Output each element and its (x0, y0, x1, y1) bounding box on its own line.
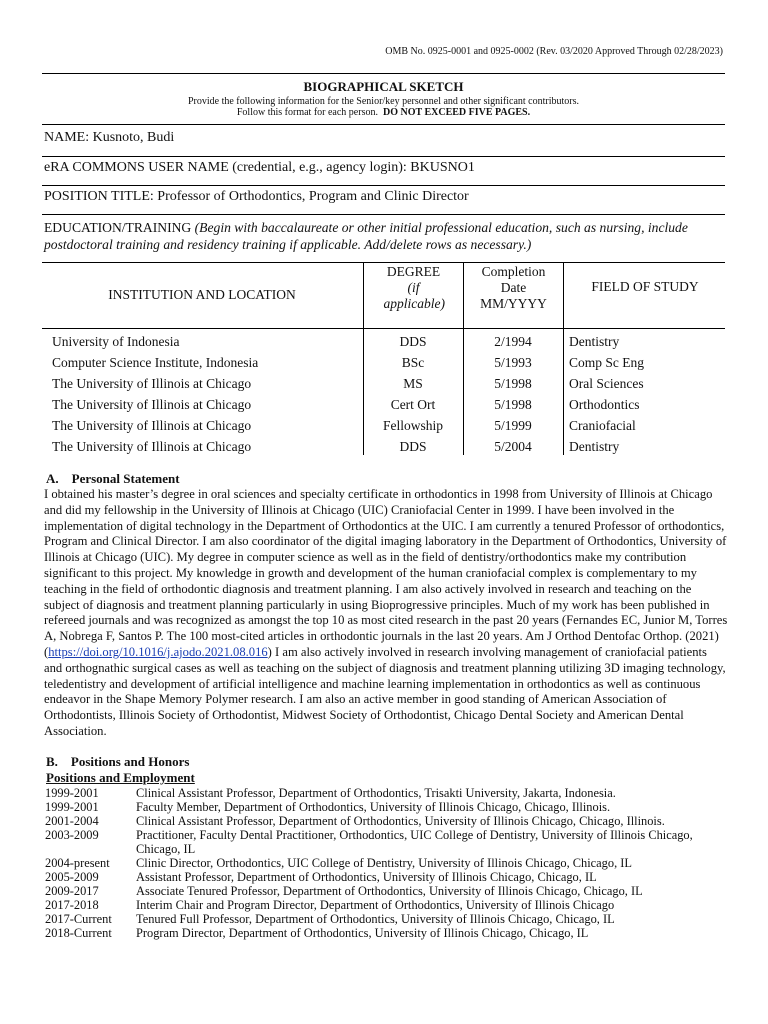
field-cell: Dentistry (569, 439, 620, 454)
position-years: 1999-2001 (45, 786, 99, 800)
divider (42, 214, 725, 215)
document-title: BIOGRAPHICAL SKETCH (303, 79, 464, 94)
positions-subheading: Positions and Employment (46, 770, 195, 785)
institution-cell: Computer Science Institute, Indonesia (52, 355, 259, 370)
position-years: 1999-2001 (45, 800, 99, 814)
institution-cell: The University of Illinois at Chicago (52, 439, 252, 454)
position-years: 2017-Current (45, 912, 112, 926)
degree-cell: Fellowship (382, 418, 443, 433)
position-description: Associate Tenured Professor, Department of Orthodontics, University of Illinois Chicago, Chicago, IL (136, 884, 643, 898)
degree-cell: Cert Ort (390, 397, 436, 412)
divider (42, 156, 725, 157)
date-cell: 5/1998 (494, 376, 532, 391)
header-degree (364, 264, 463, 312)
position-years: 2004-present (45, 856, 110, 870)
field-cell: Oral Sciences (569, 376, 644, 391)
personal-statement-text (44, 487, 728, 740)
divider (42, 124, 725, 125)
degree-cell: DDS (399, 334, 427, 349)
position-description: Faculty Member, Department of Orthodontics, University of Illinois Chicago, Chicago, Illinois. (136, 800, 611, 814)
omb-number: OMB No. 0925-0001 and 0925-0002 (Rev. 03/2020 Approved Through 02/28/2023) (385, 46, 723, 57)
header-completion-date (464, 264, 563, 312)
divider (42, 185, 725, 186)
education-training-field (44, 219, 726, 253)
date-cell: 5/1998 (494, 397, 532, 412)
header-degree-label: DEGREE (386, 264, 441, 279)
education-label: EDUCATION/TRAINING (44, 220, 192, 235)
name-field: NAME: Kusnoto, Budi (44, 130, 175, 145)
top-rule (42, 73, 725, 74)
institution-cell: University of Indonesia (52, 334, 180, 349)
position-description: Assistant Professor, Department of Orthodontics, University of Illinois Chicago, Chicago, IL (136, 870, 597, 884)
field-cell: Dentistry (569, 334, 620, 349)
header-date-line-2: Date (500, 280, 527, 295)
doi-link[interactable]: https://doi.org/10.1016/j.ajodo.2021.08.016 (48, 644, 268, 659)
header-degree-note: (if applicable) (383, 280, 445, 311)
education-note: (Begin with baccalaureate or other initial professional education, such as nursing, include postdoctoral training and residency training if applicable. Add/delete rows as necessary.) (44, 220, 688, 252)
header-date-line-1: Completion (481, 264, 546, 279)
date-cell: 2/1994 (494, 334, 532, 349)
date-cell: 5/1999 (494, 418, 532, 433)
institution-cell: The University of Illinois at Chicago (52, 397, 252, 412)
date-cell: 5/2004 (494, 439, 532, 454)
degree-cell: DDS (399, 439, 427, 454)
page-limit-warning: DO NOT EXCEED FIVE PAGES. (382, 107, 531, 118)
header-institution: INSTITUTION AND LOCATION (108, 287, 296, 302)
degree-cell: MS (403, 376, 423, 391)
position-years: 2017-2018 (45, 898, 99, 912)
instruction-line-1: Provide the following information for the Senior/key personnel and other significant contributors. (187, 96, 580, 107)
position-years: 2009-2017 (45, 884, 99, 898)
header-field-of-study: FIELD OF STUDY (591, 279, 699, 294)
position-description: Program Director, Department of Orthodontics, University of Illinois Chicago, Chicago, IL (136, 926, 589, 940)
position-title-field: POSITION TITLE: Professor of Orthodontics, Program and Clinic Director (44, 189, 469, 204)
field-cell: Orthodontics (569, 397, 640, 412)
institution-cell: The University of Illinois at Chicago (52, 418, 252, 433)
position-description: Practitioner, Faculty Dental Practitioner, Orthodontics, UIC College of Dentistry, University of Illinois Chicago, Chicago, IL (136, 828, 693, 856)
statement-body: I obtained his master’s degree in oral sciences and specialty certificate in orthodontics in 1998 from University of Illinois at Chicago and did my fellowship in the University of Illinois at Chicago (UIC) Craniofacial Center in 1999. I have been involved in the implementation of digital technology in the Department of Orthodontics at the UIC. I am currently a tenured Professor of orthodontics, Program and Clinical Director. I am also coordinator of the digital imaging laboratory in the Department of Orthodontics, University of Illinois at Chicago (UIC). My degree in computer science as well as in the field of dentistry/orthodontics make my contribution significant to this project. My knowledge in growth and development of the human craniofacial complex is complementary to my teaching in the field of orthodontic diagnosis and treatment planning. I am also actively involved in research and teaching on the subject of diagnosis and treatment planning particularly in using Bioprogressive principles. Much of my work has been published in refereed journals and was recognized as amongst the top 10 as most cited research in the past 20 years (Fernandes EC, Junior M, Torres A, Nobrega F, Santos P. The 100 most-cited articles in orthodontic journals in the last 20 years. Am J Orthod Dentofac Orthop. (2021) ( (44, 487, 728, 659)
position-years: 2005-2009 (45, 870, 99, 884)
position-description: Clinical Assistant Professor, Department of Orthodontics, University of Illinois Chicago, Chicago, Illinois. (136, 814, 665, 828)
instruction-line-2 (42, 107, 725, 118)
statement-body-continued: ) I am also actively involved in research involving management of craniofacial patients and orthognathic surgical cases as well as teaching on the subject of diagnosis and treatment planning utilizing 3D imaging technology, teledentistry and development of artificial intelligence and machine learning implementation in orthodontics as well as continuous endeavor in the Shape Memory Polymer research. I am also an active member in good standing of American Association of Orthodontists, Illinois Society of Orthodontist, Midwest Society of Orthodontist, Chicago Dental Society and American Dental Association. (44, 644, 726, 738)
field-cell: Comp Sc Eng (569, 355, 645, 370)
field-cell: Craniofacial (569, 418, 636, 433)
position-years: 2003-2009 (45, 828, 99, 842)
position-years: 2001-2004 (45, 814, 99, 828)
position-description: Interim Chair and Program Director, Department of Orthodontics, University of Illinois Chicago (136, 898, 615, 912)
position-description: Clinical Assistant Professor, Department of Orthodontics, Trisakti University, Jakarta, Indonesia. (136, 786, 616, 800)
era-commons-field: eRA COMMONS USER NAME (credential, e.g., agency login): BKUSNO1 (44, 160, 475, 175)
positions-heading: B. Positions and Honors (46, 754, 190, 769)
instruction-prefix: Follow this format for each person. (236, 107, 378, 118)
table-top-rule (42, 262, 725, 263)
table-header-rule (42, 328, 725, 329)
institution-cell: The University of Illinois at Chicago (52, 376, 252, 391)
header-date-line-3: MM/YYYY (480, 296, 547, 311)
personal-statement-heading: A. Personal Statement (46, 471, 180, 486)
position-description: Tenured Full Professor, Department of Orthodontics, University of Illinois Chicago, Chicago, IL (136, 912, 615, 926)
date-cell: 5/1993 (494, 355, 532, 370)
degree-cell: BSc (401, 355, 425, 370)
position-description: Clinic Director, Orthodontics, UIC College of Dentistry, University of Illinois Chicago, Chicago, IL (136, 856, 632, 870)
position-years: 2018-Current (45, 926, 112, 940)
